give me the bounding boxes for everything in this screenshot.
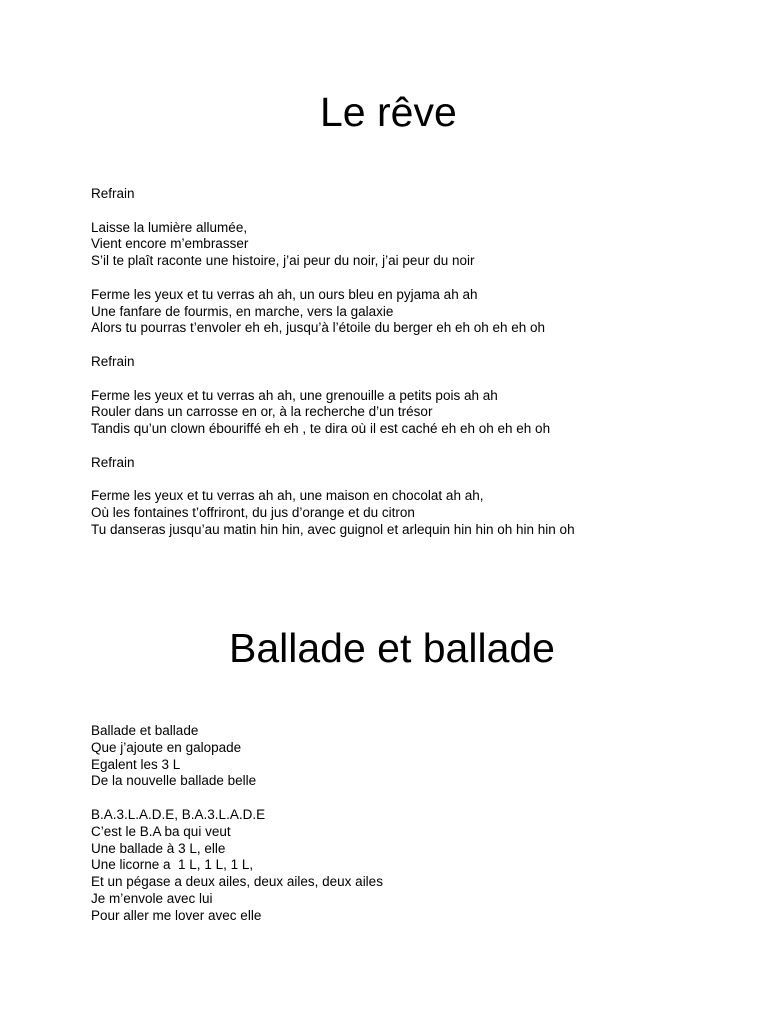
lyric-line: Une ballade à 3 L, elle [91, 840, 226, 856]
lyric-line: Ferme les yeux et tu verras ah ah, un ours bleu en pyjama ah ah [91, 286, 478, 302]
lyric-line: Une licorne a 1 L, 1 L, 1 L, [91, 857, 254, 873]
lyric-line: Ferme les yeux et tu verras ah ah, une maison en chocolat ah ah, [91, 488, 484, 504]
lyric-line: Refrain [91, 454, 135, 470]
lyric-line: B.A.3.L.A.D.E, B.A.3.L.A.D.E [91, 806, 266, 822]
lyric-line: Egalent les 3 L [91, 756, 181, 772]
song-lyrics-le-reve [91, 186, 751, 556]
lyric-line: Pour aller me lover avec elle [91, 907, 262, 923]
lyric-line: Ferme les yeux et tu verras ah ah, une grenouille a petits pois ah ah [91, 387, 498, 403]
stanza [91, 287, 751, 337]
lyric-line: Une fanfare de fourmis, en marche, vers la galaxie [91, 303, 394, 319]
stanza [91, 455, 751, 472]
lyric-line: Et un pégase a deux ailes, deux ailes, deux ailes [91, 874, 383, 890]
lyric-line: Que j’ajoute en galopade [91, 739, 242, 755]
lyric-line: Vient encore m’embrasser [91, 236, 249, 252]
lyric-line: De la nouvelle ballade belle [91, 773, 257, 789]
stanza [91, 186, 751, 203]
lyric-line: Alors tu pourras t’envoler eh eh, jusqu’à l’étoile du berger eh eh oh eh eh oh [91, 320, 546, 336]
song-title-le-reve: Le rêve [320, 89, 457, 135]
lyric-line: Tu danseras jusqu’au matin hin hin, avec guignol et arlequin hin hin oh hin hin oh [91, 521, 575, 537]
lyric-line: Refrain [91, 186, 135, 201]
stanza [91, 388, 751, 438]
stanza [91, 220, 751, 270]
lyric-line: Tandis qu’un clown ébouriffé eh eh , te dira où il est caché eh eh oh eh eh oh [91, 421, 551, 437]
lyric-line: Je m’envole avec lui [91, 890, 213, 906]
song-lyrics-ballade-et-ballade [91, 723, 751, 941]
stanza [91, 807, 751, 925]
lyric-line: Où les fontaines t’offriront, du jus d’orange et du citron [91, 505, 415, 521]
lyric-line: C’est le B.A ba qui veut [91, 823, 231, 839]
stanza [91, 354, 751, 371]
stanza [91, 488, 751, 538]
song-title-ballade-et-ballade: Ballade et ballade [229, 625, 555, 671]
lyric-line: S’il te plaît raconte une histoire, j’ai peur du noir, j’ai peur du noir [91, 253, 475, 269]
lyric-line: Ballade et ballade [91, 723, 199, 738]
lyric-line: Rouler dans un carrosse en or, à la recherche d’un trésor [91, 404, 433, 420]
lyric-line: Refrain [91, 353, 135, 369]
lyric-line: Laisse la lumière allumée, [91, 219, 248, 235]
stanza [91, 723, 751, 790]
